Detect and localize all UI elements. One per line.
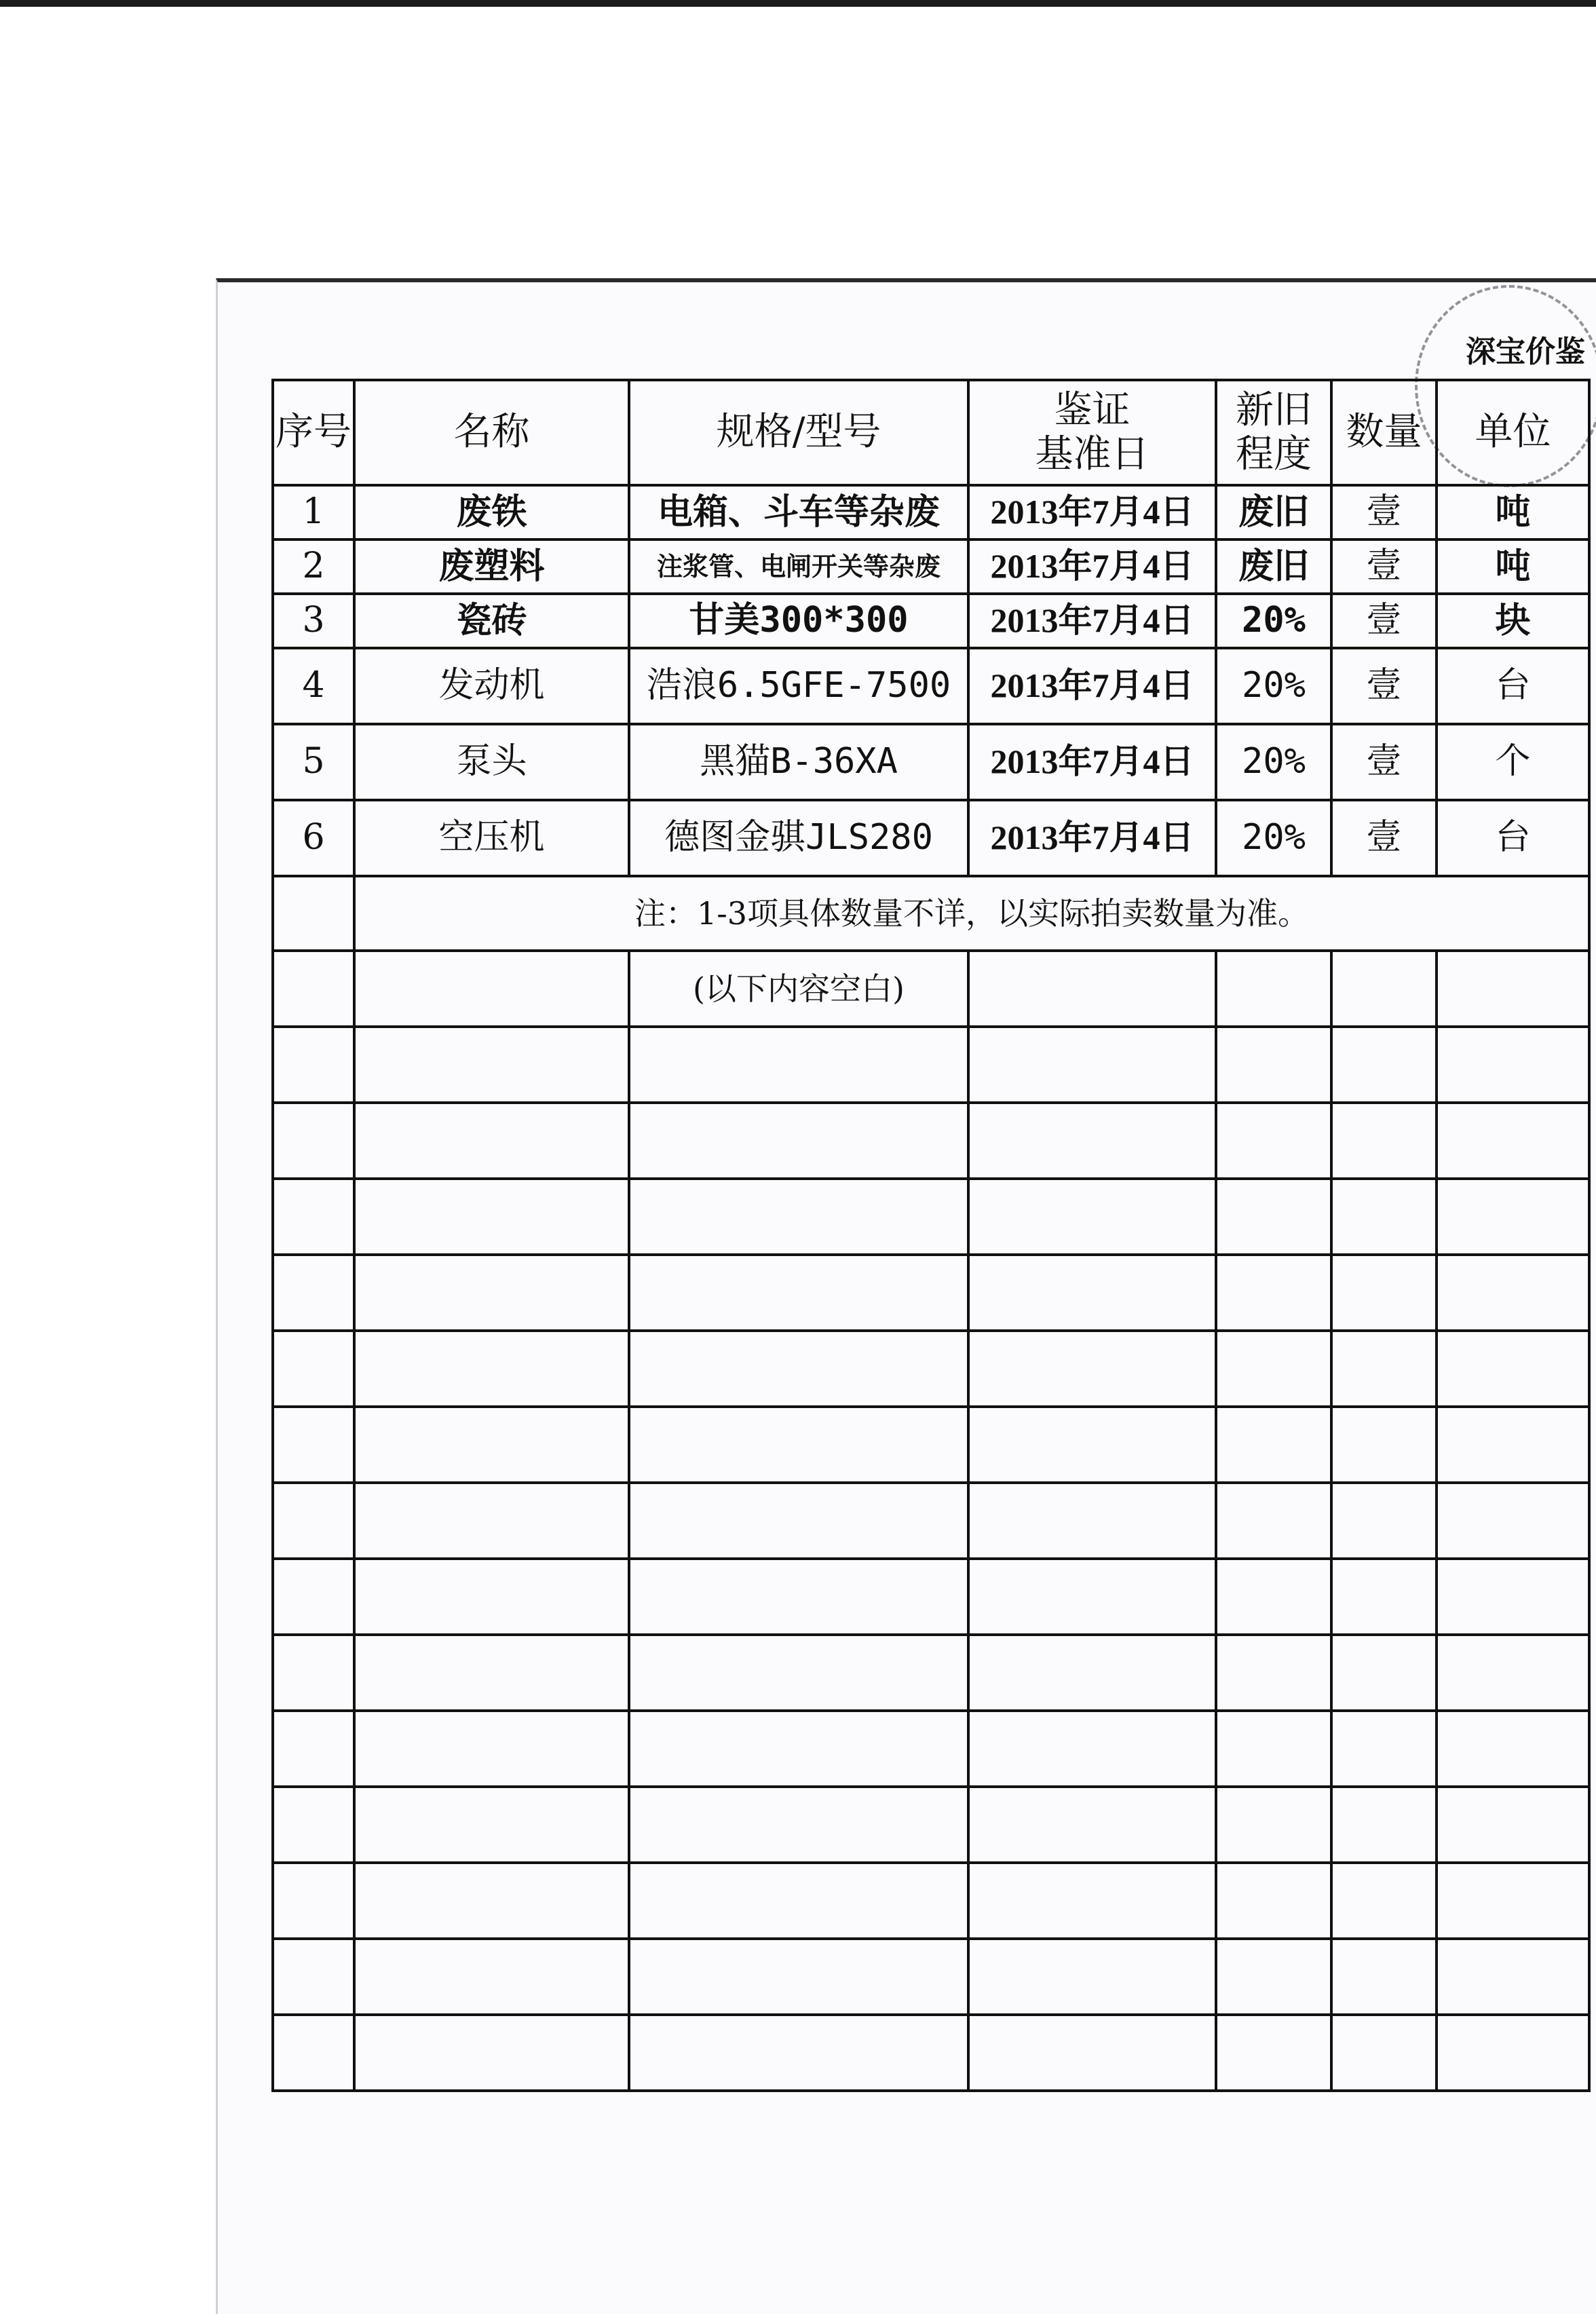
cell-seq: 4	[273, 648, 354, 724]
table-row	[273, 648, 1589, 724]
cell-condition: 废旧	[1216, 485, 1331, 539]
cell-date: 2013年7月4日	[968, 800, 1216, 876]
header-unit: 单位	[1437, 380, 1589, 485]
cell-seq: 6	[273, 800, 354, 876]
cell-date: 2013年7月4日	[968, 594, 1216, 648]
cell-qty: 壹	[1331, 594, 1437, 648]
cell-unit: 吨	[1437, 485, 1589, 539]
cell-date: 2013年7月4日	[968, 724, 1216, 800]
header-row	[273, 380, 1589, 485]
table-row	[273, 800, 1589, 876]
table-row	[273, 485, 1589, 539]
cell-name: 废铁	[354, 485, 629, 539]
table-row	[273, 1179, 1589, 1255]
table-row	[273, 1255, 1589, 1331]
cell-name: 废塑料	[354, 539, 629, 594]
cell-qty: 壹	[1331, 724, 1437, 800]
table-row	[273, 1559, 1589, 1635]
cell-qty: 壹	[1331, 539, 1437, 594]
table-row	[273, 1103, 1589, 1179]
table-row	[273, 1027, 1589, 1103]
table-row	[273, 1407, 1589, 1483]
table-row	[273, 1635, 1589, 1711]
cell-name: 泵头	[354, 724, 629, 800]
header-qty: 数量	[1331, 380, 1437, 485]
cell-spec: 黑猫B-36XA	[629, 724, 968, 800]
cell-name: 发动机	[354, 648, 629, 724]
cell-name: 空压机	[354, 800, 629, 876]
asset-table	[271, 379, 1591, 2092]
cell-unit: 台	[1437, 800, 1589, 876]
header-name: 名称	[354, 380, 629, 485]
scan-edge	[0, 0, 1596, 7]
note-row	[273, 876, 1589, 951]
header-date: 鉴证 基准日	[968, 380, 1216, 485]
note-text: 注：1-3项具体数量不详，以实际拍卖数量为准。	[354, 876, 1589, 951]
cell-condition: 20%	[1216, 594, 1331, 648]
cell-condition: 20%	[1216, 724, 1331, 800]
table-row	[273, 1331, 1589, 1407]
cell-seq: 5	[273, 724, 354, 800]
table-row	[273, 1711, 1589, 1787]
cell-unit: 块	[1437, 594, 1589, 648]
cell-date: 2013年7月4日	[968, 648, 1216, 724]
header-condition: 新旧 程度	[1216, 380, 1331, 485]
cell-condition: 废旧	[1216, 539, 1331, 594]
note-seq-cell	[273, 876, 354, 951]
table-row	[273, 539, 1589, 594]
cell-unit: 个	[1437, 724, 1589, 800]
cell-date: 2013年7月4日	[968, 485, 1216, 539]
header-seq: 序号	[273, 380, 354, 485]
cell-qty: 壹	[1331, 648, 1437, 724]
table-row	[273, 951, 1589, 1027]
cell-unit: 吨	[1437, 539, 1589, 594]
stamp-label: 深宝价鉴	[1466, 335, 1585, 369]
cell-spec: 德图金骐JLS280	[629, 800, 968, 876]
cell-spec: 注浆管、电闸开关等杂废	[629, 539, 968, 594]
cell-condition: 20%	[1216, 648, 1331, 724]
cell-seq: 2	[273, 539, 354, 594]
header-spec: 规格/型号	[629, 380, 968, 485]
table-row	[273, 1483, 1589, 1559]
cell-qty: 壹	[1331, 800, 1437, 876]
table-row	[273, 1939, 1589, 2015]
blank-marker: (以下内容空白)	[629, 951, 968, 1027]
table-row	[273, 724, 1589, 800]
table-row	[273, 594, 1589, 648]
cell-seq: 1	[273, 485, 354, 539]
cell-seq: 3	[273, 594, 354, 648]
table-row	[273, 1787, 1589, 1863]
cell-condition: 20%	[1216, 800, 1331, 876]
table-row	[273, 1863, 1589, 1939]
cell-spec: 甘美300*300	[629, 594, 968, 648]
cell-spec: 浩浪6.5GFE-7500	[629, 648, 968, 724]
cell-date: 2013年7月4日	[968, 539, 1216, 594]
table-row	[273, 2015, 1589, 2091]
cell-name: 瓷砖	[354, 594, 629, 648]
cell-spec: 电箱、斗车等杂废	[629, 485, 968, 539]
cell-qty: 壹	[1331, 485, 1437, 539]
cell-unit: 台	[1437, 648, 1589, 724]
